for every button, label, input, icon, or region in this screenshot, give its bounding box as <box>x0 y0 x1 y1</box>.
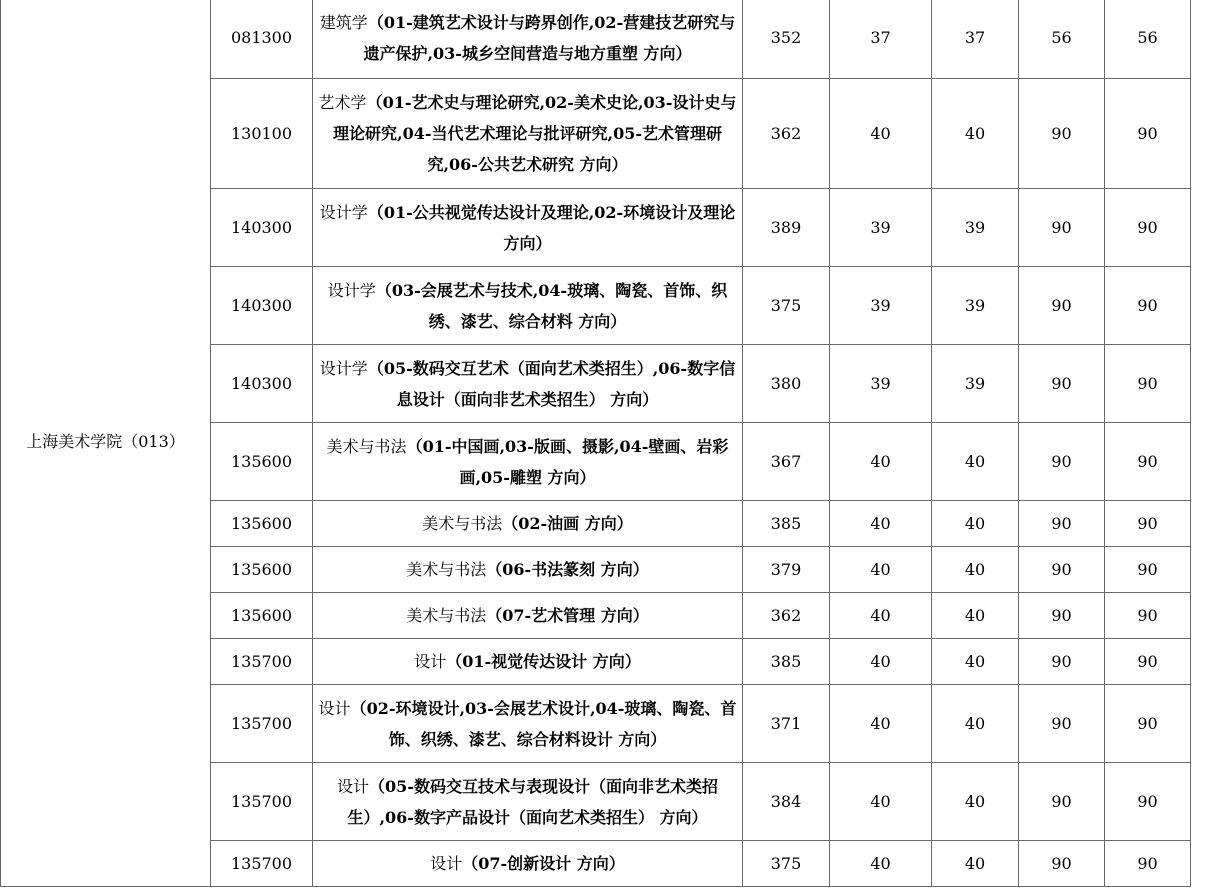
major-name: 美术与书法 <box>406 560 487 579</box>
subject2-score-cell: 40 <box>932 593 1019 639</box>
total-score-cell: 352 <box>743 0 830 79</box>
subject1-score-cell: 40 <box>830 79 932 189</box>
subject3-score-cell: 90 <box>1019 79 1105 189</box>
total-score-cell: 362 <box>743 593 830 639</box>
major-code-cell: 135700 <box>211 841 313 887</box>
major-name: 设计 <box>430 854 463 873</box>
total-score-cell: 362 <box>743 79 830 189</box>
subject3-score-cell: 90 <box>1019 189 1105 267</box>
subject3-score-cell: 90 <box>1019 547 1105 593</box>
major-name: 美术与书法 <box>422 514 503 533</box>
major-code-cell: 130100 <box>211 79 313 189</box>
subject2-score-cell: 37 <box>932 0 1019 79</box>
major-code-cell: 135700 <box>211 639 313 685</box>
subject1-score-cell: 40 <box>830 593 932 639</box>
major-directions: （05-数码交互艺术（面向艺术类招生）,06-数字信息设计（面向非艺术类招生） 方向） <box>367 358 736 409</box>
total-score-cell: 389 <box>743 189 830 267</box>
subject2-score-cell: 39 <box>932 189 1019 267</box>
major-code-cell: 140300 <box>211 189 313 267</box>
subject4-score-cell: 90 <box>1105 763 1191 841</box>
total-score-cell: 385 <box>743 639 830 685</box>
major-cell <box>313 423 743 501</box>
total-score-cell: 375 <box>743 841 830 887</box>
major-cell <box>313 267 743 345</box>
subject4-score-cell: 56 <box>1105 0 1191 79</box>
subject3-score-cell: 90 <box>1019 345 1105 423</box>
total-score-cell: 384 <box>743 763 830 841</box>
major-name: 建筑学 <box>319 12 368 32</box>
total-score-cell: 379 <box>743 547 830 593</box>
subject2-score-cell: 39 <box>932 345 1019 423</box>
subject2-score-cell: 40 <box>932 639 1019 685</box>
subject3-score-cell: 90 <box>1019 639 1105 685</box>
subject3-score-cell: 90 <box>1019 593 1105 639</box>
major-cell <box>313 593 743 639</box>
subject2-score-cell: 40 <box>932 423 1019 501</box>
major-directions: （07-创新设计 方向） <box>462 854 625 873</box>
total-score-cell: 380 <box>743 345 830 423</box>
major-code-cell: 140300 <box>211 345 313 423</box>
major-cell <box>313 0 743 79</box>
subject2-score-cell: 40 <box>932 685 1019 763</box>
major-code-cell: 140300 <box>211 267 313 345</box>
subject3-score-cell: 90 <box>1019 685 1105 763</box>
major-code-cell: 135600 <box>211 593 313 639</box>
subject3-score-cell: 90 <box>1019 423 1105 501</box>
table-row <box>1 0 1191 79</box>
major-name: 设计学 <box>319 358 368 378</box>
major-name: 设计学 <box>327 280 376 300</box>
major-cell <box>313 501 743 547</box>
subject1-score-cell: 40 <box>830 763 932 841</box>
total-score-cell: 371 <box>743 685 830 763</box>
major-directions: （01-建筑艺术设计与跨界创作,02-营建技艺研究与遗产保护,03-城乡空间营造与地方重塑 方向） <box>363 12 736 63</box>
subject1-score-cell: 39 <box>830 267 932 345</box>
subject1-score-cell: 39 <box>830 345 932 423</box>
subject4-score-cell: 90 <box>1105 593 1191 639</box>
major-cell <box>313 639 743 685</box>
major-name: 设计 <box>318 698 351 718</box>
total-score-cell: 375 <box>743 267 830 345</box>
major-directions: （01-视觉传达设计 方向） <box>446 652 641 671</box>
major-code-cell: 135700 <box>211 763 313 841</box>
subject1-score-cell: 39 <box>830 189 932 267</box>
subject1-score-cell: 40 <box>830 501 932 547</box>
major-cell <box>313 189 743 267</box>
subject4-score-cell: 90 <box>1105 501 1191 547</box>
major-directions: （01-艺术史与理论研究,02-美术史论,03-设计史与理论研究,04-当代艺术理论与批评研究,05-艺术管理研究,06-公共艺术研究 方向） <box>333 93 737 174</box>
major-code-cell: 135600 <box>211 501 313 547</box>
major-code-cell: 081300 <box>211 0 313 79</box>
major-name: 艺术学 <box>318 93 367 112</box>
subject1-score-cell: 40 <box>830 639 932 685</box>
subject3-score-cell: 90 <box>1019 841 1105 887</box>
subject2-score-cell: 39 <box>932 267 1019 345</box>
major-cell <box>313 547 743 593</box>
subject4-score-cell: 90 <box>1105 841 1191 887</box>
major-cell <box>313 763 743 841</box>
major-cell <box>313 841 743 887</box>
subject3-score-cell: 90 <box>1019 267 1105 345</box>
subject2-score-cell: 40 <box>932 501 1019 547</box>
subject4-score-cell: 90 <box>1105 547 1191 593</box>
major-directions: （05-数码交互技术与表现设计（面向非艺术类招生）,06-数字产品设计（面向艺术类招生） 方向） <box>347 776 718 827</box>
major-directions: （01-公共视觉传达设计及理论,02-环境设计及理论 方向） <box>367 202 736 253</box>
major-name: 设计 <box>337 776 370 796</box>
subject3-score-cell: 90 <box>1019 763 1105 841</box>
major-directions: （01-中国画,03-版画、摄影,04-壁画、岩彩画,05-雕塑 方向） <box>406 436 729 487</box>
subject1-score-cell: 37 <box>830 0 932 79</box>
total-score-cell: 385 <box>743 501 830 547</box>
major-name: 设计学 <box>319 202 368 222</box>
major-name: 美术与书法 <box>406 606 487 625</box>
score-table-body <box>1 0 1191 887</box>
subject4-score-cell: 90 <box>1105 423 1191 501</box>
major-code-cell: 135600 <box>211 423 313 501</box>
total-score-cell: 367 <box>743 423 830 501</box>
major-cell <box>313 685 743 763</box>
major-directions: （07-艺术管理 方向） <box>486 606 649 625</box>
subject1-score-cell: 40 <box>830 841 932 887</box>
subject4-score-cell: 90 <box>1105 267 1191 345</box>
major-name: 设计 <box>414 652 447 671</box>
subject4-score-cell: 90 <box>1105 685 1191 763</box>
subject3-score-cell: 90 <box>1019 501 1105 547</box>
major-directions: （02-环境设计,03-会展艺术设计,04-玻璃、陶瓷、首饰、织绣、漆艺、综合材料设计 方向） <box>350 698 737 749</box>
subject2-score-cell: 40 <box>932 763 1019 841</box>
subject4-score-cell: 90 <box>1105 79 1191 189</box>
major-code-cell: 135600 <box>211 547 313 593</box>
subject1-score-cell: 40 <box>830 685 932 763</box>
subject2-score-cell: 40 <box>932 841 1019 887</box>
school-name-cell: 上海美术学院（013） <box>1 0 211 887</box>
subject4-score-cell: 90 <box>1105 189 1191 267</box>
subject4-score-cell: 90 <box>1105 345 1191 423</box>
major-cell <box>313 345 743 423</box>
major-cell <box>313 79 743 189</box>
subject2-score-cell: 40 <box>932 79 1019 189</box>
subject1-score-cell: 40 <box>830 547 932 593</box>
major-name: 美术与书法 <box>326 436 407 456</box>
subject4-score-cell: 90 <box>1105 639 1191 685</box>
major-directions: （02-油画 方向） <box>502 514 633 533</box>
major-directions: （06-书法篆刻 方向） <box>486 560 649 579</box>
subject2-score-cell: 40 <box>932 547 1019 593</box>
subject1-score-cell: 40 <box>830 423 932 501</box>
subject3-score-cell: 56 <box>1019 0 1105 79</box>
major-code-cell: 135700 <box>211 685 313 763</box>
major-directions: （03-会展艺术与技术,04-玻璃、陶瓷、首饰、织绣、漆艺、综合材料 方向） <box>375 280 728 331</box>
